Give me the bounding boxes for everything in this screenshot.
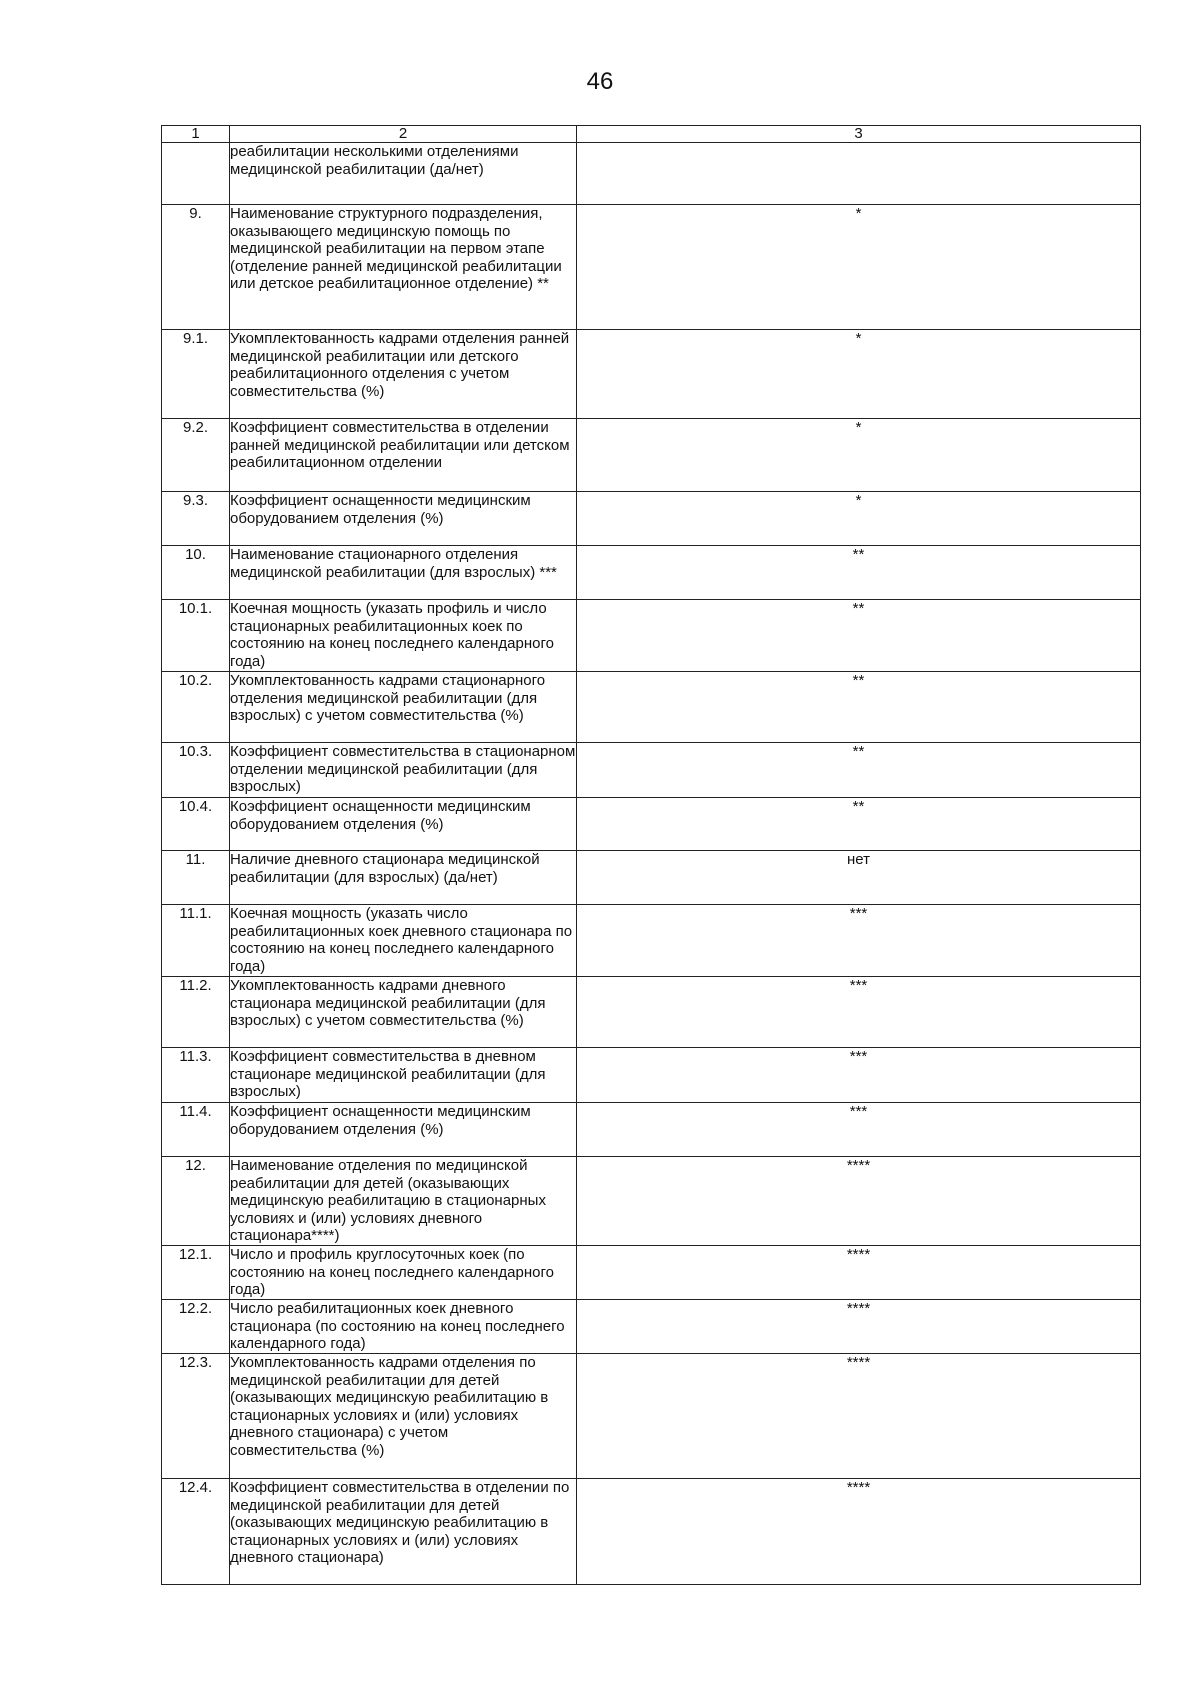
row-description: Наименование стационарного отделения медицинской реабилитации (для взрослых) ***	[230, 546, 577, 600]
row-number: 10.4.	[162, 798, 230, 851]
row-number: 11.1.	[162, 905, 230, 977]
row-value: *	[577, 492, 1141, 546]
table-row	[162, 492, 1141, 546]
table-row	[162, 905, 1141, 977]
row-number: 12.3.	[162, 1354, 230, 1479]
table-row	[162, 1300, 1141, 1354]
row-description: Коэффициент оснащенности медицинским оборудованием отделения (%)	[230, 492, 577, 546]
row-number: 11.2.	[162, 977, 230, 1048]
row-value: ****	[577, 1246, 1141, 1300]
row-value: нет	[577, 851, 1141, 905]
row-description: Коэффициент совместительства в дневном стационаре медицинской реабилитации (для взрослых)	[230, 1048, 577, 1103]
row-number: 10.3.	[162, 743, 230, 798]
table-body	[162, 126, 1141, 1585]
row-number: 9.1.	[162, 330, 230, 419]
row-value: ***	[577, 905, 1141, 977]
row-number: 11.3.	[162, 1048, 230, 1103]
header-col-2: 2	[230, 126, 577, 143]
row-number: 9.3.	[162, 492, 230, 546]
header-col-1: 1	[162, 126, 230, 143]
row-value: **	[577, 743, 1141, 798]
row-value: **	[577, 546, 1141, 600]
row-description: реабилитации несколькими отделениями медицинской реабилитации (да/нет)	[230, 143, 577, 205]
row-description: Укомплектованность кадрами отделения по медицинской реабилитации для детей (оказывающих медицинскую реабилитацию в стационарных условиях и (или) условиях дневного стационара) с учетом совместительства (%)	[230, 1354, 577, 1479]
table-row	[162, 143, 1141, 205]
table-row	[162, 977, 1141, 1048]
row-value	[577, 143, 1141, 205]
row-number	[162, 143, 230, 205]
row-description: Коэффициент оснащенности медицинским оборудованием отделения (%)	[230, 1103, 577, 1157]
row-number: 11.4.	[162, 1103, 230, 1157]
table-row	[162, 798, 1141, 851]
row-number: 10.1.	[162, 600, 230, 672]
table-row	[162, 672, 1141, 743]
row-number: 9.	[162, 205, 230, 330]
row-value: ****	[577, 1300, 1141, 1354]
row-value: ***	[577, 977, 1141, 1048]
table-header-row	[162, 126, 1141, 143]
row-number: 11.	[162, 851, 230, 905]
row-number: 12.2.	[162, 1300, 230, 1354]
table-row	[162, 419, 1141, 492]
table-row	[162, 743, 1141, 798]
row-number: 9.2.	[162, 419, 230, 492]
table-row	[162, 1246, 1141, 1300]
row-description: Коэффициент совместительства в отделении ранней медицинской реабилитации или детском реабилитационном отделении	[230, 419, 577, 492]
data-table	[161, 125, 1141, 1585]
table-row	[162, 205, 1141, 330]
row-description: Наименование структурного подразделения, оказывающего медицинскую помощь по медицинской реабилитации на первом этапе (отделение ранней медицинской реабилитации или детское реабилитационное отделение) **	[230, 205, 577, 330]
row-description: Укомплектованность кадрами отделения ранней медицинской реабилитации или детского реабилитационного отделения с учетом совместительства (%)	[230, 330, 577, 419]
row-value: ***	[577, 1048, 1141, 1103]
row-value: *	[577, 330, 1141, 419]
row-description: Число реабилитационных коек дневного стационара (по состоянию на конец последнего календарного года)	[230, 1300, 577, 1354]
row-description: Коэффициент совместительства в стационарном отделении медицинской реабилитации (для взрослых)	[230, 743, 577, 798]
row-value: *	[577, 205, 1141, 330]
table-row	[162, 851, 1141, 905]
row-number: 12.1.	[162, 1246, 230, 1300]
table-row	[162, 1354, 1141, 1479]
row-description: Коэффициент оснащенности медицинским оборудованием отделения (%)	[230, 798, 577, 851]
table-row	[162, 546, 1141, 600]
table-row	[162, 600, 1141, 672]
row-description: Коечная мощность (указать профиль и число стационарных реабилитационных коек по состоянию на конец последнего календарного года)	[230, 600, 577, 672]
row-description: Укомплектованность кадрами дневного стационара медицинской реабилитации (для взрослых) с учетом совместительства (%)	[230, 977, 577, 1048]
table-row	[162, 1157, 1141, 1246]
row-description: Коечная мощность (указать число реабилитационных коек дневного стационара по состоянию на конец последнего календарного года)	[230, 905, 577, 977]
row-description: Укомплектованность кадрами стационарного отделения медицинской реабилитации (для взрослых) с учетом совместительства (%)	[230, 672, 577, 743]
table-row	[162, 330, 1141, 419]
row-description: Число и профиль круглосуточных коек (по состоянию на конец последнего календарного года)	[230, 1246, 577, 1300]
row-value: *	[577, 419, 1141, 492]
row-value: **	[577, 798, 1141, 851]
row-value: ****	[577, 1157, 1141, 1246]
row-number: 10.2.	[162, 672, 230, 743]
table-row	[162, 1479, 1141, 1585]
row-value: **	[577, 600, 1141, 672]
row-value: ****	[577, 1354, 1141, 1479]
row-value: **	[577, 672, 1141, 743]
row-number: 10.	[162, 546, 230, 600]
row-description: Наличие дневного стационара медицинской реабилитации (для взрослых) (да/нет)	[230, 851, 577, 905]
row-number: 12.4.	[162, 1479, 230, 1585]
row-number: 12.	[162, 1157, 230, 1246]
row-value: ****	[577, 1479, 1141, 1585]
page-number: 46	[586, 68, 614, 95]
table-row	[162, 1048, 1141, 1103]
table-row	[162, 1103, 1141, 1157]
row-description: Коэффициент совместительства в отделении по медицинской реабилитации для детей (оказывающих медицинскую реабилитацию в стационарных условиях и (или) условиях дневного стационара)	[230, 1479, 577, 1585]
row-value: ***	[577, 1103, 1141, 1157]
row-description: Наименование отделения по медицинской реабилитации для детей (оказывающих медицинскую реабилитацию в стационарных условиях и (или) условиях дневного стационара****)	[230, 1157, 577, 1246]
header-col-3: 3	[577, 126, 1141, 143]
